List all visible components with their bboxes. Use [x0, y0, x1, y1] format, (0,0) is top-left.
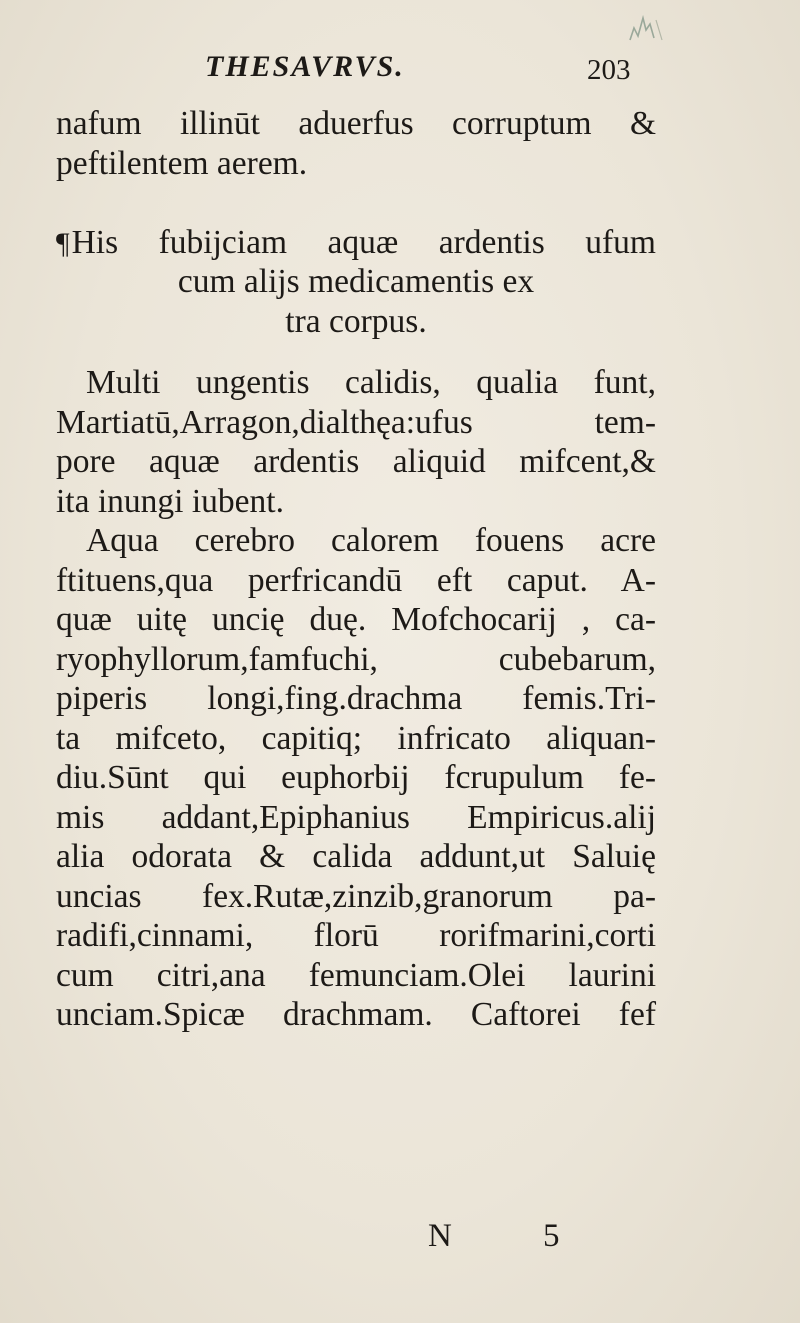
- text-line: Aqua cerebro calorem fouens acre: [86, 522, 656, 559]
- text-line: ita inungi iubent.: [56, 482, 284, 520]
- text-line: ta mifceto, capitiq; infricato aliquan-: [56, 719, 656, 757]
- text-line: uncias fex.Rutæ,zinzib,granorum pa-: [56, 877, 656, 915]
- signature-number: 5: [543, 1218, 560, 1254]
- section-heading-line: cum alijs medicamentis ex: [177, 263, 535, 300]
- text-line: radifi,cinnami, florū rorifmarini,corti: [56, 917, 656, 954]
- page-number: 203: [587, 54, 631, 86]
- text-line: peftilentem aerem.: [56, 144, 308, 182]
- signature-line: [0, 1218, 800, 1258]
- running-head: [0, 50, 800, 94]
- ink-stain: [610, 10, 680, 50]
- section-heading-line: tra corpus.: [285, 302, 427, 340]
- text-line: ryophyllorum,famfuchi, cubebarum,: [56, 640, 656, 678]
- text-line: mis addant,Epiphanius Empiricus.alij: [56, 798, 656, 836]
- paragraph-gap: [56, 341, 656, 363]
- section-heading-line: [56, 223, 656, 263]
- text-line: cum citri,ana femunciam.Olei laurini: [56, 956, 656, 994]
- text-line: pore aquæ ardentis aliquid mifcent,&: [56, 443, 656, 480]
- paragraph-gap: [56, 183, 656, 223]
- signature-mark: N: [428, 1218, 452, 1254]
- text-line: nafum illinūt aduerfus corruptum &: [56, 105, 656, 142]
- pilcrow-icon: ¶: [56, 226, 70, 260]
- text-line: Martiatū,Arragon,dialthęa:ufus tem-: [56, 403, 656, 441]
- text-line: diu.Sūnt qui euphorbij fcrupulum fe-: [56, 759, 656, 796]
- text-line: alia odorata & calida addunt,ut Saluię: [56, 838, 656, 875]
- text-line: quæ uitę uncię duę. Mofchocarij , ca-: [56, 601, 656, 638]
- text-line: ftituens,qua perfricandū eft caput. A-: [56, 561, 656, 599]
- text-line: Multi ungentis calidis, qualia funt,: [86, 364, 656, 401]
- text-line: unciam.Spicæ drachmam. Caftorei fef: [56, 996, 656, 1033]
- text-line: piperis longi,fing.drachma femis.Tri-: [56, 680, 656, 717]
- section-heading-text: His fubijciam aquæ ardentis ufum: [71, 223, 656, 261]
- running-title: THESAVRVS.: [205, 50, 405, 83]
- body-text: [56, 104, 656, 1035]
